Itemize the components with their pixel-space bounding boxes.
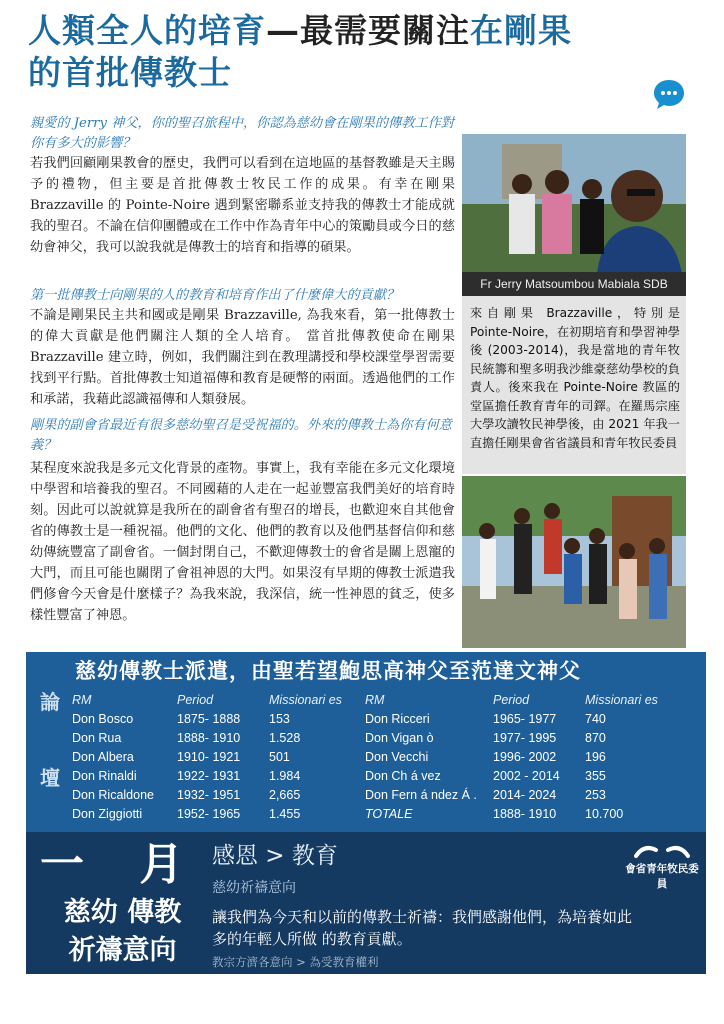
table-cell: 501 xyxy=(269,749,290,764)
table-row xyxy=(72,804,675,823)
title-part-2: —最需要關注 xyxy=(266,11,470,50)
intention-subheading: 慈幼祈禱意向 xyxy=(212,880,296,896)
table-cell: 2,665 xyxy=(269,787,301,802)
col-header: RM xyxy=(72,692,92,707)
missionary-table xyxy=(72,690,675,823)
table-cell: 1965- 1977 xyxy=(493,711,557,726)
logo-text: 會省青年牧民委員 xyxy=(625,863,699,890)
table-row xyxy=(72,709,675,728)
title-line-2: 的首批傳教士 xyxy=(28,53,232,92)
col-header: Period xyxy=(493,692,530,707)
table-cell: 196 xyxy=(585,749,606,764)
intention-label-1: 慈幼 傳教 xyxy=(63,897,182,928)
table-cell: 1952- 1965 xyxy=(177,806,241,821)
table-cell: TOTALE xyxy=(365,806,413,821)
table-cell: Don Ricceri xyxy=(365,711,430,726)
col-header: RM xyxy=(365,692,385,707)
table-cell: 153 xyxy=(269,711,290,726)
table-cell: 1910- 1921 xyxy=(177,749,241,764)
table-cell: 355 xyxy=(585,768,606,783)
intention-footnote: 教宗方濟各意向 > 為受教育權利 xyxy=(212,955,379,969)
table-cell: 1.984 xyxy=(269,768,301,783)
table-row xyxy=(72,766,675,785)
table-cell: 2014- 2024 xyxy=(493,787,557,802)
table-cell: Don Ch á vez xyxy=(365,768,441,783)
table-cell: 2002 - 2014 xyxy=(493,768,560,783)
table-cell: 1875- 1888 xyxy=(177,711,241,726)
answer-3: 某程度來說我是多元文化背景的產物。事實上，我有幸能在多元文化環境中學習和培養我的聖召。不同國藉的人走在一起並豐富我們美好的培育時刻。因此可以說就算是我所在的副會省有聖召的增長，也歡迎來自其他會省的傳教士是一種祝福。他們的文化、他們的教育以及他們基督信仰和慈幼傳統豐富了副會省。一個封閉自己，不歡迎傳教士的會省是關上恩寵的大門，而且可能也關閉了會祖神恩的大門。如果沒有早期的傳教士派遣我們修會今天會是什麼樣子？為我來說，我深信，統一性神恩的貧乏，使多樣性豐富了神恩。 xyxy=(30,461,455,623)
brush-stroke-icon xyxy=(634,842,690,860)
table-cell: 253 xyxy=(585,787,606,802)
question-1: 親愛的 Jerry 神父，你的聖召旅程中，你認為慈幼會在剛果的傳教工作對你有多大的影響？ xyxy=(30,116,454,151)
table-cell: 1922- 1931 xyxy=(177,768,241,783)
question-2: 第一批傳教士向剛果的人的教育和培育作出了什麼偉大的貢獻？ xyxy=(30,288,400,303)
table-cell: Don Albera xyxy=(72,749,134,764)
question-3: 剛果的副會省最近有很多慈幼聖召是受祝福的。外來的傳教士為你有何意義？ xyxy=(30,418,452,453)
intention-label-2: 祈禱意向 xyxy=(68,935,177,966)
table-cell: Don Rua xyxy=(72,730,122,745)
table-row xyxy=(72,785,675,804)
table-cell: Don Ziggiotti xyxy=(72,806,143,821)
side-label-2: 壇 xyxy=(40,766,60,790)
table-cell: 10.700 xyxy=(585,806,624,821)
table-cell: 1.455 xyxy=(269,806,301,821)
table-cell: Don Ricaldone xyxy=(72,787,154,802)
col-header: Missionari es xyxy=(269,692,342,707)
title-part-1: 人類全人的培育 xyxy=(28,11,266,50)
table-cell: Don Rinaldi xyxy=(72,768,137,783)
title-part-3: 在剛果 xyxy=(470,11,572,50)
col-header: Missionari es xyxy=(585,692,658,707)
table-cell: 1888- 1910 xyxy=(177,730,241,745)
month-label: 一 月 xyxy=(40,839,204,890)
photo-caption: Fr Jerry Matsoumbou Mabiala SDB xyxy=(462,272,686,296)
table-cell: 1888- 1910 xyxy=(493,806,557,821)
table-cell: 1932- 1951 xyxy=(177,787,241,802)
portrait-photo xyxy=(462,134,686,274)
table-cell: Don Fern á ndez Á . xyxy=(365,787,477,802)
table-cell: Don Vigan ò xyxy=(365,730,434,745)
table-cell: 870 xyxy=(585,730,606,745)
answer-1: 若我們回顧剛果教會的歷史，我們可以看到在這地區的基督教雖是天主賜予的禮物，但主要是首批傳教士牧民工作的成果。有幸在剛果 Brazzaville 的 Pointe-Noire 遇到緊密聯系並支持我的傳教士才能成就我的聖召。不論在信仰團體或在工作中作為青年中心的策勵員或今日的慈幼會神父，我可以說我就是傳教士的培育和指導的碩果。 xyxy=(30,156,455,255)
answer-2: 不論是剛果民主共和國或是剛果 Brazzaville, 為我來看，第一批傳教士的偉大貢獻是他們關注人類的全人培育。 當首批傳教使命在剛果 Brazzaville 建立時，例如，我們關注到在教理講授和學校課堂學習需要找到平行點。首批傳教士知道福傳和教育是硬幣的兩面。透過他們的工作和承諾，我藉此認識福傳和人類發展。 xyxy=(30,308,455,407)
col-header: Period xyxy=(177,692,214,707)
chat-bubble-icon xyxy=(652,78,686,110)
band-title: 慈幼傳教士派遣，由聖若望鮑思高神父至范達文神父 xyxy=(75,659,581,683)
page-title xyxy=(28,10,718,94)
table-row xyxy=(72,728,675,747)
table-cell: 740 xyxy=(585,711,606,726)
table-cell: 1996- 2002 xyxy=(493,749,557,764)
intention-body: 讓我們為今天和以前的傳教士祈禱：我們感謝他們，為培養如此多的年輕人所做 的教育貢獻。 xyxy=(212,908,633,948)
side-label-1: 論 xyxy=(40,690,60,714)
table-row xyxy=(72,747,675,766)
bio-text: 來自剛果 Brazzaville，特別是 Pointe-Noire，在初期培育和學習神學後 (2003-2014)，我是當地的青年牧民統籌和聖多明我沙維豪慈幼學校的負責人。後來我在 Pointe-Noire 教區的堂區擔任教育青年的司鐸。在羅馬宗座大學攻讀牧民神學後，由 2021 年我一直擔任剛果會省省議員和青年牧民委員 xyxy=(470,306,680,450)
intention-heading: 感恩 > 教育 xyxy=(212,843,338,869)
table-header-row xyxy=(72,690,675,709)
table-cell: Don Vecchi xyxy=(365,749,429,764)
table-cell: 1977- 1995 xyxy=(493,730,557,745)
table-cell: Don Bosco xyxy=(72,711,134,726)
group-photo xyxy=(462,476,686,648)
table-cell: 1.528 xyxy=(269,730,301,745)
